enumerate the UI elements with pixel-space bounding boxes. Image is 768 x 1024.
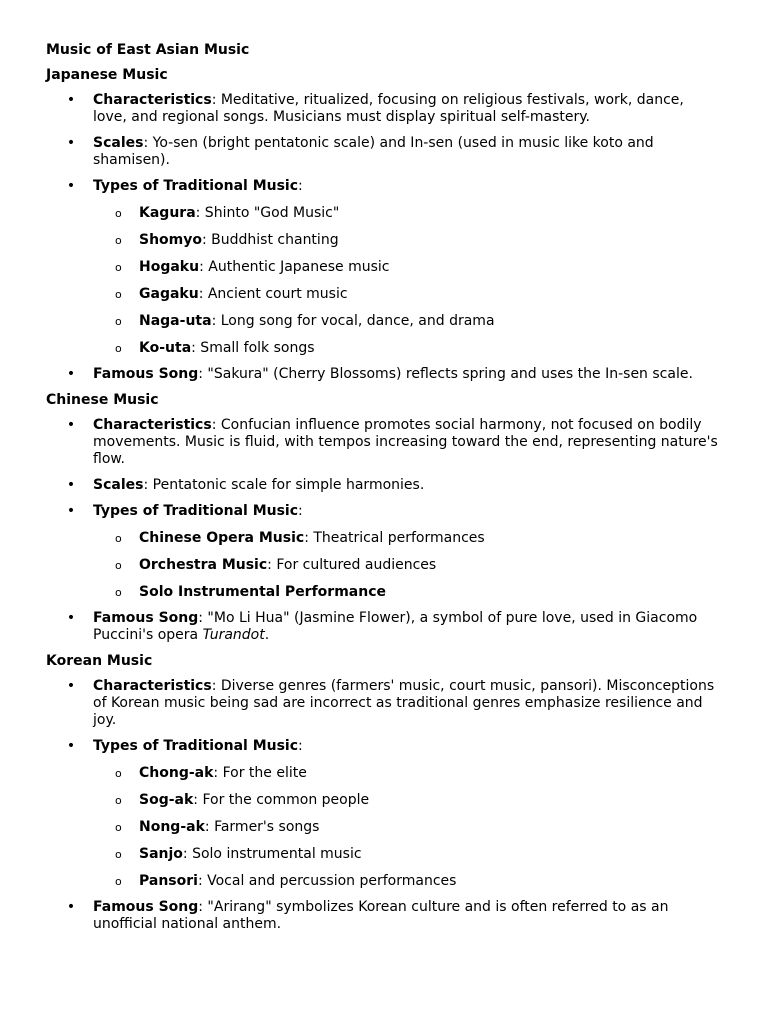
item-term: Pansori <box>139 873 198 889</box>
circle-bullet-icon: o <box>115 794 122 807</box>
opera-title: Turandot <box>202 627 265 643</box>
bullet-icon: • <box>66 738 76 754</box>
sub-list-item <box>93 765 722 782</box>
item-text: : Pentatonic scale for simple harmonies. <box>143 477 425 493</box>
list-item-scales <box>46 135 722 169</box>
item-text: : "Sakura" (Cherry Blossoms) reflects spring and uses the In-sen scale. <box>198 366 693 382</box>
item-text: : Farmer's songs <box>204 819 320 835</box>
item-text: : <box>298 738 303 754</box>
circle-bullet-icon: o <box>115 315 122 328</box>
item-term: Orchestra Music <box>139 557 268 573</box>
item-text: : Small folk songs <box>191 340 315 356</box>
sub-list-item <box>93 819 722 836</box>
list-item-characteristics <box>46 92 722 126</box>
list-item-characteristics <box>46 678 722 729</box>
item-term: Chinese Opera Music <box>139 530 305 546</box>
item-term: Famous Song <box>93 366 199 382</box>
bullet-list <box>46 678 722 933</box>
item-text: : "Mo Li Hua" (Jasmine Flower), a symbol of pure love, used in Giacomo Puccini's opera <box>93 610 698 643</box>
sub-list-item <box>93 557 722 574</box>
item-term: Shomyo <box>139 232 202 248</box>
item-text: : Vocal and percussion performances <box>197 873 457 889</box>
item-text: : Solo instrumental music <box>182 846 362 862</box>
circle-bullet-icon: o <box>115 767 122 780</box>
bullet-icon: • <box>66 178 76 194</box>
item-term: Chong-ak <box>139 765 214 781</box>
list-item-famous-song <box>46 366 722 383</box>
circle-bullet-icon: o <box>115 234 122 247</box>
section-heading: Chinese Music <box>46 392 159 408</box>
bullet-icon: • <box>66 678 76 694</box>
circle-bullet-icon: o <box>115 288 122 301</box>
list-item-characteristics <box>46 417 722 468</box>
bullet-icon: • <box>66 899 76 915</box>
sub-list-item <box>93 846 722 863</box>
sub-list-item <box>93 340 722 357</box>
section-chinese-music <box>46 392 722 644</box>
circle-bullet-icon: o <box>115 586 122 599</box>
item-term: Characteristics <box>93 417 212 433</box>
item-term: Scales <box>93 135 144 151</box>
item-term: Nong-ak <box>139 819 205 835</box>
item-term: Characteristics <box>93 678 212 694</box>
section-korean-music <box>46 653 722 933</box>
circle-bullet-icon: o <box>115 261 122 274</box>
item-term: Types of Traditional Music <box>93 738 299 754</box>
circle-bullet-icon: o <box>115 821 122 834</box>
item-text: : Confucian influence promotes social harmony, not focused on bodily movements. Music is fluid, with tempos increasing toward the end, representing nature's flow. <box>93 417 718 467</box>
sub-list-item <box>93 205 722 222</box>
bullet-icon: • <box>66 135 76 151</box>
item-text: : Theatrical performances <box>304 530 485 546</box>
item-text: : Diverse genres (farmers' music, court music, pansori). Misconceptions of Korean music being sad are incorrect as traditional genres emphasize resilience and joy. <box>93 678 715 728</box>
list-item-types <box>46 503 722 601</box>
bullet-icon: • <box>66 610 76 626</box>
section-japanese-music <box>46 67 722 383</box>
list-item-types <box>46 738 722 890</box>
item-term: Characteristics <box>93 92 212 108</box>
item-text: : Yo-sen (bright pentatonic scale) and In-sen (used in music like koto and shamisen). <box>93 135 654 168</box>
sub-list-item <box>93 792 722 809</box>
sub-list-item <box>93 873 722 890</box>
sub-list <box>93 530 722 601</box>
item-text: : Shinto "God Music" <box>195 205 340 221</box>
bullet-list <box>46 92 722 383</box>
circle-bullet-icon: o <box>115 848 122 861</box>
item-text: : <box>298 178 303 194</box>
bullet-icon: • <box>66 477 76 493</box>
item-text: : Ancient court music <box>198 286 348 302</box>
document-title: Music of East Asian Music <box>46 42 250 58</box>
list-item-famous-song <box>46 610 722 644</box>
item-term: Types of Traditional Music <box>93 503 299 519</box>
sub-list-item <box>93 259 722 276</box>
circle-bullet-icon: o <box>115 559 122 572</box>
sub-list-item <box>93 232 722 249</box>
item-term: Ko-uta <box>139 340 192 356</box>
list-item-scales <box>46 477 722 494</box>
circle-bullet-icon: o <box>115 342 122 355</box>
section-heading: Korean Music <box>46 653 153 669</box>
item-term: Sanjo <box>139 846 183 862</box>
sub-list-item <box>93 286 722 303</box>
sub-list-item <box>93 530 722 547</box>
item-text: : Authentic Japanese music <box>199 259 390 275</box>
item-term: Naga-uta <box>139 313 212 329</box>
bullet-icon: • <box>66 503 76 519</box>
item-term: Scales <box>93 477 144 493</box>
sub-list <box>93 765 722 890</box>
item-text: : Long song for vocal, dance, and drama <box>211 313 495 329</box>
item-text-end: . <box>264 627 270 643</box>
item-text: : For the common people <box>193 792 370 808</box>
bullet-icon: • <box>66 417 76 433</box>
item-text: : For cultured audiences <box>267 557 437 573</box>
sub-list <box>93 205 722 357</box>
list-item-types <box>46 178 722 357</box>
item-term: Kagura <box>139 205 196 221</box>
sub-list-item <box>93 584 722 601</box>
item-term: Hogaku <box>139 259 200 275</box>
item-text: : "Arirang" symbolizes Korean culture and is often referred to as an unofficial national anthem. <box>93 899 669 932</box>
bullet-list <box>46 417 722 644</box>
bullet-icon: • <box>66 92 76 108</box>
list-item-famous-song <box>46 899 722 933</box>
item-text: : For the elite <box>213 765 307 781</box>
item-text: : Meditative, ritualized, focusing on religious festivals, work, dance, love, and regional songs. Musicians must display spiritual self-mastery. <box>93 92 684 125</box>
item-term: Solo Instrumental Performance <box>139 584 386 600</box>
item-text: : Buddhist chanting <box>202 232 339 248</box>
circle-bullet-icon: o <box>115 532 122 545</box>
bullet-icon: • <box>66 366 76 382</box>
item-term: Sog-ak <box>139 792 194 808</box>
item-term: Gagaku <box>139 286 199 302</box>
item-text: : <box>298 503 303 519</box>
sub-list-item <box>93 313 722 330</box>
section-heading: Japanese Music <box>46 67 168 83</box>
item-term: Famous Song <box>93 610 199 626</box>
item-term: Famous Song <box>93 899 199 915</box>
circle-bullet-icon: o <box>115 875 122 888</box>
circle-bullet-icon: o <box>115 207 122 220</box>
item-term: Types of Traditional Music <box>93 178 299 194</box>
